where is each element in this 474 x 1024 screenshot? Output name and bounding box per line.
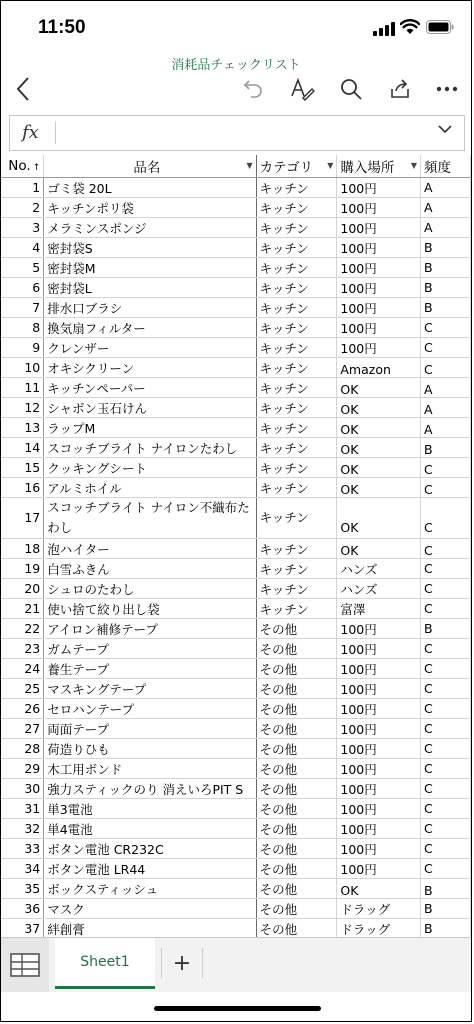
sheets-grid-icon[interactable] (1, 938, 49, 992)
cell-place[interactable]: OK (337, 458, 421, 478)
add-sheet-button[interactable]: + (161, 948, 203, 978)
table-row[interactable] (1, 679, 471, 699)
table-row[interactable] (1, 278, 471, 298)
cell-category[interactable]: キッチン (256, 278, 337, 298)
toolbar (1, 71, 471, 107)
column-header-place[interactable] (337, 155, 421, 178)
cell-freq[interactable]: C (420, 719, 470, 739)
cell-category[interactable]: その他 (256, 819, 337, 839)
cell-category[interactable]: その他 (256, 699, 337, 719)
cell-freq[interactable]: C (420, 679, 470, 699)
cell-no[interactable]: 19 (1, 559, 44, 579)
cell-category[interactable]: キッチン (256, 438, 337, 458)
table-row[interactable] (1, 839, 471, 859)
cell-freq[interactable]: C (420, 759, 470, 779)
cell-freq[interactable]: B (420, 278, 470, 298)
column-header-freq-label: 頻度 (423, 160, 451, 176)
cell-place[interactable]: 100円 (337, 278, 421, 298)
cell-name[interactable]: 密封袋L (44, 278, 256, 298)
cell-no[interactable]: 14 (1, 438, 44, 458)
filter-dropdown-icon[interactable]: ▼ (246, 161, 253, 170)
battery-icon (426, 20, 454, 34)
cell-place[interactable]: 100円 (337, 218, 421, 238)
cell-no[interactable]: 32 (1, 819, 44, 839)
table-row[interactable] (1, 258, 471, 278)
column-header-freq[interactable] (420, 155, 470, 178)
cell-category[interactable]: キッチン (256, 378, 337, 398)
cell-name[interactable]: スコッチブライト ナイロンたわし (44, 438, 256, 458)
chevron-down-icon[interactable] (438, 124, 452, 134)
cell-place[interactable]: 100円 (337, 238, 421, 258)
cell-place[interactable]: OK (337, 438, 421, 458)
table-row[interactable] (1, 779, 471, 799)
cell-name[interactable]: 密封袋M (44, 258, 256, 278)
cell-no[interactable]: 37 (1, 919, 44, 939)
cell-no[interactable]: 18 (1, 539, 44, 559)
cell-freq[interactable]: A (420, 378, 470, 398)
wifi-icon (400, 19, 420, 35)
cell-name[interactable]: 木工用ボンド (44, 759, 256, 779)
column-header-no[interactable] (1, 155, 44, 178)
cell-name[interactable]: ボタン電池 LR44 (44, 859, 256, 879)
cell-freq[interactable]: C (420, 559, 470, 579)
cell-no[interactable]: 4 (1, 238, 44, 258)
cell-place[interactable]: ドラッグ (337, 899, 421, 919)
table-row[interactable] (1, 879, 471, 899)
cell-category[interactable]: その他 (256, 759, 337, 779)
cell-category[interactable]: キッチン (256, 478, 337, 498)
cell-freq[interactable]: C (420, 539, 470, 559)
cell-no[interactable]: 2 (1, 198, 44, 218)
cell-category[interactable]: キッチン (256, 458, 337, 478)
cell-place[interactable]: OK (337, 498, 421, 539)
cell-name[interactable]: クッキングシート (44, 458, 256, 478)
cell-name[interactable]: 排水口ブラシ (44, 298, 256, 318)
table-row[interactable] (1, 318, 471, 338)
cell-category[interactable]: キッチン (256, 338, 337, 358)
more-icon[interactable] (433, 75, 461, 103)
cell-no[interactable]: 11 (1, 378, 44, 398)
table-row[interactable] (1, 398, 471, 418)
cell-name[interactable]: 白雪ふきん (44, 559, 256, 579)
cell-category[interactable]: キッチン (256, 318, 337, 338)
cell-category[interactable]: キッチン (256, 579, 337, 599)
cell-category[interactable]: キッチン (256, 198, 337, 218)
cell-no[interactable]: 20 (1, 579, 44, 599)
table-row[interactable] (1, 639, 471, 659)
cell-place[interactable]: OK (337, 539, 421, 559)
cell-freq[interactable]: B (420, 258, 470, 278)
cell-category[interactable]: その他 (256, 859, 337, 879)
cell-name[interactable]: 単3電池 (44, 799, 256, 819)
sort-arrow-icon: ↑ (32, 163, 41, 173)
search-icon[interactable] (337, 75, 365, 103)
cell-place[interactable]: 100円 (337, 318, 421, 338)
filter-dropdown-icon[interactable]: ▼ (410, 161, 417, 170)
cell-place[interactable]: 100円 (337, 679, 421, 699)
cell-name[interactable]: 両面テープ (44, 719, 256, 739)
table-row[interactable] (1, 919, 471, 939)
cell-no[interactable]: 29 (1, 759, 44, 779)
formula-separator (55, 122, 56, 144)
cell-place[interactable]: 富澤 (337, 599, 421, 619)
cell-no[interactable]: 25 (1, 679, 44, 699)
cell-freq[interactable]: A (420, 398, 470, 418)
undo-icon[interactable] (239, 75, 267, 103)
cell-category[interactable]: キッチン (256, 559, 337, 579)
cell-name[interactable]: オキシクリーン (44, 358, 256, 378)
table-row[interactable] (1, 458, 471, 478)
cell-name[interactable]: 荷造りひも (44, 739, 256, 759)
table-row[interactable] (1, 498, 471, 539)
cell-freq[interactable]: B (420, 298, 470, 318)
table-row[interactable] (1, 619, 471, 639)
cell-freq[interactable]: B (420, 879, 470, 899)
cell-name[interactable]: アルミホイル (44, 478, 256, 498)
cell-place[interactable]: 100円 (337, 839, 421, 859)
cell-freq[interactable]: B (420, 619, 470, 639)
document-title: 消耗品チェックリスト (171, 58, 301, 73)
cell-no[interactable]: 3 (1, 218, 44, 238)
cell-freq[interactable]: C (420, 458, 470, 478)
cell-freq[interactable]: B (420, 238, 470, 258)
cell-category[interactable]: キッチン (256, 398, 337, 418)
cell-category[interactable]: キッチン (256, 498, 337, 539)
cell-category[interactable]: キッチン (256, 418, 337, 438)
cell-no[interactable]: 8 (1, 318, 44, 338)
cell-freq[interactable]: C (420, 819, 470, 839)
status-bar (1, 1, 471, 51)
cell-category[interactable]: その他 (256, 639, 337, 659)
spreadsheet-grid[interactable] (1, 155, 471, 939)
cell-no[interactable]: 15 (1, 458, 44, 478)
home-indicator (154, 1006, 321, 1011)
cell-category[interactable]: その他 (256, 919, 337, 939)
column-header-no-label: No. (8, 158, 31, 174)
cell-no[interactable]: 24 (1, 659, 44, 679)
table-row[interactable] (1, 478, 471, 498)
cell-freq[interactable]: C (420, 839, 470, 859)
cell-category[interactable]: キッチン (256, 238, 337, 258)
cell-name[interactable]: 単4電池 (44, 819, 256, 839)
cell-name[interactable]: 絆創膏 (44, 919, 256, 939)
cell-no[interactable]: 12 (1, 398, 44, 418)
status-time: 11:50 (38, 17, 86, 38)
table-row[interactable] (1, 338, 471, 358)
cell-no[interactable]: 16 (1, 478, 44, 498)
cell-freq[interactable]: C (420, 318, 470, 338)
cell-place[interactable]: OK (337, 418, 421, 438)
cell-category[interactable]: キッチン (256, 178, 337, 198)
cell-no[interactable]: 22 (1, 619, 44, 639)
cell-no[interactable]: 31 (1, 799, 44, 819)
cell-name[interactable]: セロハンテープ (44, 699, 256, 719)
cell-place[interactable]: ドラッグ (337, 919, 421, 939)
table-row[interactable] (1, 218, 471, 238)
cell-no[interactable]: 35 (1, 879, 44, 899)
cell-place[interactable]: 100円 (337, 699, 421, 719)
cell-category[interactable]: その他 (256, 719, 337, 739)
table-row[interactable] (1, 799, 471, 819)
cell-place[interactable]: 100円 (337, 258, 421, 278)
table-row[interactable] (1, 659, 471, 679)
cell-name[interactable]: キッチンペーパー (44, 378, 256, 398)
cell-category[interactable]: キッチン (256, 218, 337, 238)
cell-freq[interactable]: B (420, 438, 470, 458)
table-row[interactable] (1, 739, 471, 759)
cell-category[interactable]: その他 (256, 659, 337, 679)
cell-name[interactable]: ボタン電池 CR232C (44, 839, 256, 859)
cell-category[interactable]: キッチン (256, 258, 337, 278)
table-row[interactable] (1, 559, 471, 579)
cell-freq[interactable]: C (420, 639, 470, 659)
table-row[interactable] (1, 358, 471, 378)
cell-no[interactable]: 1 (1, 178, 44, 198)
cell-category[interactable]: その他 (256, 779, 337, 799)
cell-place[interactable]: Amazon (337, 358, 421, 378)
cell-place[interactable]: 100円 (337, 639, 421, 659)
cell-place[interactable]: OK (337, 879, 421, 899)
cell-place[interactable]: ハンズ (337, 559, 421, 579)
table-row[interactable] (1, 699, 471, 719)
table-row[interactable] (1, 859, 471, 879)
cell-name[interactable]: シュロのたわし (44, 579, 256, 599)
cell-name[interactable]: アイロン補修テープ (44, 619, 256, 639)
cell-name[interactable]: 養生テープ (44, 659, 256, 679)
cell-category[interactable]: キッチン (256, 358, 337, 378)
cell-no[interactable]: 36 (1, 899, 44, 919)
table-row[interactable] (1, 539, 471, 559)
cell-place[interactable]: 100円 (337, 178, 421, 198)
cellular-signal-icon (373, 22, 395, 36)
table-row[interactable] (1, 719, 471, 739)
cell-freq[interactable]: C (420, 599, 470, 619)
cell-category[interactable]: その他 (256, 839, 337, 859)
table-row[interactable] (1, 899, 471, 919)
table-row[interactable] (1, 759, 471, 779)
cell-place[interactable]: 100円 (337, 819, 421, 839)
cell-name[interactable]: マスキングテープ (44, 679, 256, 699)
cell-freq[interactable]: A (420, 178, 470, 198)
cell-no[interactable]: 13 (1, 418, 44, 438)
cell-freq[interactable]: B (420, 899, 470, 919)
cell-place[interactable]: 100円 (337, 799, 421, 819)
cell-name[interactable]: マスク (44, 899, 256, 919)
cell-name[interactable]: 強力スティックのり 消えいろPIT S (44, 779, 256, 799)
cell-place[interactable]: OK (337, 478, 421, 498)
cell-freq[interactable]: B (420, 919, 470, 939)
cell-freq[interactable]: C (420, 358, 470, 378)
draw-icon[interactable] (288, 75, 316, 103)
cell-name[interactable]: メラミンスポンジ (44, 218, 256, 238)
cell-freq[interactable]: C (420, 699, 470, 719)
cell-category[interactable]: キッチン (256, 599, 337, 619)
cell-name[interactable]: 泡ハイター (44, 539, 256, 559)
table-row[interactable] (1, 378, 471, 398)
table-row[interactable] (1, 599, 471, 619)
formula-bar[interactable] (9, 115, 465, 151)
cell-freq[interactable]: C (420, 579, 470, 599)
sheet-tab[interactable]: Sheet1 (55, 938, 155, 989)
cell-no[interactable]: 28 (1, 739, 44, 759)
column-header-category[interactable] (256, 155, 337, 178)
cell-place[interactable]: 100円 (337, 298, 421, 318)
cell-place[interactable]: 100円 (337, 719, 421, 739)
column-header-place-label: 購入場所 (340, 160, 395, 176)
cell-name[interactable]: キッチンポリ袋 (44, 198, 256, 218)
cell-no[interactable]: 17 (1, 498, 44, 539)
cell-name[interactable]: 使い捨て絞り出し袋 (44, 599, 256, 619)
cell-name[interactable]: 密封袋S (44, 238, 256, 258)
cell-no[interactable]: 5 (1, 258, 44, 278)
cell-category[interactable]: その他 (256, 619, 337, 639)
cell-no[interactable]: 27 (1, 719, 44, 739)
cell-no[interactable]: 34 (1, 859, 44, 879)
cell-freq[interactable]: A (420, 218, 470, 238)
table-row[interactable] (1, 418, 471, 438)
cell-place[interactable]: 100円 (337, 198, 421, 218)
cell-place[interactable]: 100円 (337, 859, 421, 879)
cell-category[interactable]: その他 (256, 799, 337, 819)
cell-name[interactable]: ラップM (44, 418, 256, 438)
cell-name[interactable]: シャボン玉石けん (44, 398, 256, 418)
table-row[interactable] (1, 579, 471, 599)
cell-freq[interactable]: C (420, 659, 470, 679)
cell-name[interactable]: クレンザー (44, 338, 256, 358)
filter-dropdown-icon[interactable]: ▼ (327, 161, 334, 170)
cell-category[interactable]: キッチン (256, 298, 337, 318)
column-header-name[interactable] (44, 155, 256, 178)
fx-label: fx (22, 122, 39, 143)
cell-name[interactable]: 換気扇フィルター (44, 318, 256, 338)
cell-no[interactable]: 10 (1, 358, 44, 378)
cell-no[interactable]: 30 (1, 779, 44, 799)
cell-freq[interactable]: A (420, 198, 470, 218)
cell-place[interactable]: 100円 (337, 779, 421, 799)
cell-no[interactable]: 7 (1, 298, 44, 318)
cell-freq[interactable]: C (420, 799, 470, 819)
cell-no[interactable]: 21 (1, 599, 44, 619)
cell-name[interactable]: ボックスティッシュ (44, 879, 256, 899)
cell-no[interactable]: 26 (1, 699, 44, 719)
cell-name[interactable]: ガムテープ (44, 639, 256, 659)
cell-no[interactable]: 23 (1, 639, 44, 659)
table-row[interactable] (1, 178, 471, 198)
cell-place[interactable]: 100円 (337, 338, 421, 358)
cell-freq[interactable]: C (420, 739, 470, 759)
cell-no[interactable]: 9 (1, 338, 44, 358)
table-row[interactable] (1, 438, 471, 458)
cell-place[interactable]: OK (337, 378, 421, 398)
table-row[interactable] (1, 238, 471, 258)
cell-freq[interactable]: C (420, 338, 470, 358)
back-icon[interactable] (9, 75, 37, 103)
cell-no[interactable]: 6 (1, 278, 44, 298)
share-icon[interactable] (386, 75, 414, 103)
cell-freq[interactable]: C (420, 498, 470, 539)
cell-freq[interactable]: A (420, 418, 470, 438)
cell-name[interactable]: ゴミ袋 20L (44, 178, 256, 198)
cell-category[interactable]: キッチン (256, 539, 337, 559)
cell-name[interactable]: スコッチブライト ナイロン不織布たわし (44, 498, 256, 539)
cell-category[interactable]: その他 (256, 679, 337, 699)
cell-place[interactable]: ハンズ (337, 579, 421, 599)
cell-place[interactable]: 100円 (337, 619, 421, 639)
cell-freq[interactable]: C (420, 779, 470, 799)
column-header-category-label: カテゴリ (259, 160, 314, 176)
cell-place[interactable]: 100円 (337, 739, 421, 759)
sheet-tab-bar (1, 937, 471, 992)
cell-freq[interactable]: C (420, 859, 470, 879)
table-row[interactable] (1, 198, 471, 218)
cell-freq[interactable]: C (420, 478, 470, 498)
cell-category[interactable]: その他 (256, 879, 337, 899)
table-row[interactable] (1, 298, 471, 318)
cell-category[interactable]: その他 (256, 899, 337, 919)
cell-no[interactable]: 33 (1, 839, 44, 859)
column-header-name-label: 品名 (133, 160, 161, 176)
cell-category[interactable]: その他 (256, 739, 337, 759)
cell-place[interactable]: OK (337, 398, 421, 418)
cell-place[interactable]: 100円 (337, 759, 421, 779)
table-row[interactable] (1, 819, 471, 839)
cell-place[interactable]: 100円 (337, 659, 421, 679)
